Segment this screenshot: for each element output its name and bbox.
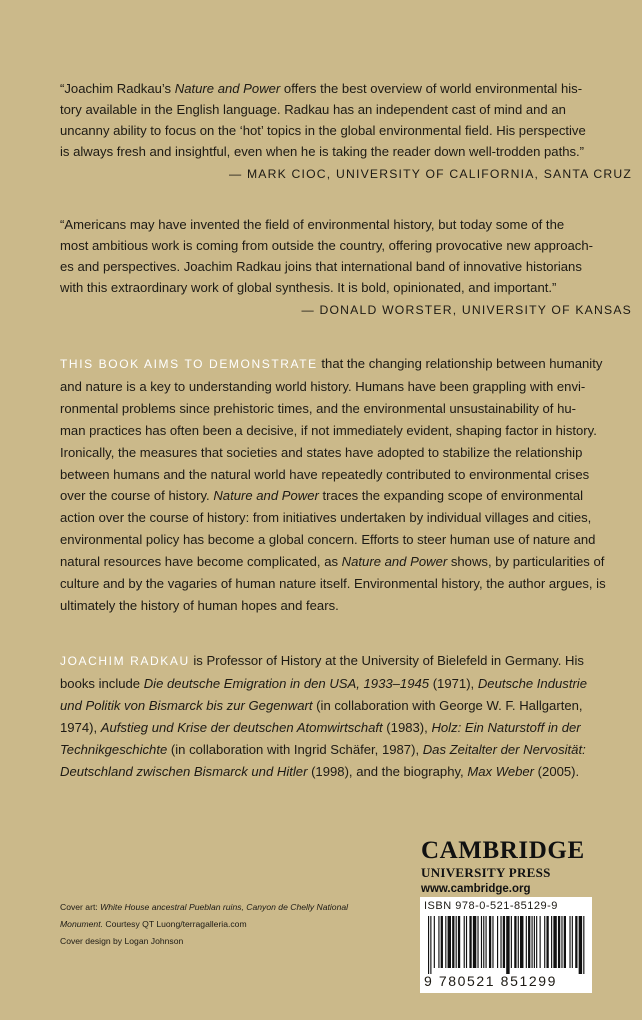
text-line: [60, 650, 632, 673]
lead-in-caps: THIS BOOK AIMS TO DEMONSTRATE: [60, 357, 318, 371]
text-line: [60, 99, 632, 120]
publisher-url: www.cambridge.org: [421, 883, 531, 895]
cover-credits: [60, 899, 390, 950]
italic-title: Deutschland zwischen Bismarck und Hitler: [60, 763, 308, 779]
text-run: Cover art:: [60, 902, 101, 912]
italic-title: Nature and Power: [341, 554, 448, 570]
quote-text: [60, 214, 632, 298]
text-run: Ironically, the measures that societies and states have adopted to stabilize the relationship: [60, 444, 583, 460]
text-run: “Americans may have invented the field of environmental history, but today some of the: [60, 217, 565, 232]
barcode-bar: [448, 916, 451, 968]
barcode-bar: [514, 916, 516, 968]
text-run: offers the best overview of world environmental his-: [280, 81, 583, 96]
publisher-name: CAMBRIDGE: [421, 837, 585, 864]
italic-title: Nature and Power: [213, 488, 319, 504]
barcode-bar: [503, 916, 505, 968]
text-run: Courtesy QT Luong/terragalleria.com: [103, 919, 247, 929]
text-line: [60, 933, 390, 950]
barcode-bar: [428, 916, 429, 974]
barcode-bar: [500, 916, 501, 968]
text-line: [60, 141, 632, 162]
barcode-bar: [497, 916, 498, 968]
text-run: books include: [60, 675, 144, 691]
text-run: (1971),: [429, 675, 478, 691]
text-run: between humans and the natural world have repeatedly contributed to environmental crises: [60, 466, 590, 482]
quote-donald-worster: [60, 214, 632, 321]
credits-text: [60, 899, 390, 950]
italic-title: Aufstieg und Krise der deutschen Atomwirtschaft: [100, 719, 383, 735]
barcode-digits: 9 780521 851299: [424, 973, 557, 989]
text-run: Cover design by Logan Johnson: [60, 936, 184, 946]
text-run: natural resources have become complicated, as: [60, 554, 342, 570]
barcode-bar: [528, 916, 530, 968]
text-run: environmental policy has become a global concern. Efforts to steer human use of nature and: [60, 532, 596, 548]
barcode-bar: [438, 916, 439, 968]
barcode-bar: [473, 916, 476, 968]
barcode-bar: [536, 916, 537, 968]
text-run: tory available in the English language. Radkau has an independent cast of mind and an: [60, 102, 566, 117]
barcode-bar: [546, 916, 548, 968]
publisher-press: UNIVERSITY PRESS: [421, 865, 551, 880]
barcode-bar: [452, 916, 454, 968]
barcode-bar: [511, 916, 512, 968]
barcode-bar: [430, 916, 431, 974]
text-run: uncanny ability to focus on the ‘hot’ topics in the global environmental field. His perspective: [60, 123, 586, 138]
text-run: traces the expanding scope of environmental: [318, 488, 584, 504]
text-run: (in collaboration with George W. F. Hallgarten,: [312, 697, 583, 713]
author-bio: [60, 650, 632, 782]
text-run: ronmental problems since prehistoric times, and the environmental unsustainability of hu-: [60, 400, 577, 416]
barcode-bar: [466, 916, 467, 968]
text-run: ultimately the history of human hopes and fears.: [60, 597, 339, 613]
text-line: [60, 235, 632, 256]
barcode-bar: [506, 916, 509, 974]
barcode-bar: [464, 916, 465, 968]
barcode-bar: [544, 916, 545, 968]
text-run: culture and by the vagaries of human nature itself. Environmental history, the author argues, is: [60, 576, 606, 592]
text-line: [60, 485, 632, 507]
text-line: [60, 398, 632, 420]
publisher-logo: [421, 838, 601, 895]
italic-title: Holz: Ein Naturstoff in der: [431, 719, 581, 735]
text-line: [60, 464, 632, 486]
barcode-bars: [426, 916, 588, 974]
barcode-bar: [575, 916, 577, 968]
book-description: [60, 353, 632, 617]
barcode-bar: [481, 916, 482, 968]
italic-title: White House ancestral Pueblan ruins, Canyon de Chelly National: [100, 902, 349, 912]
barcode-bar: [486, 916, 487, 968]
text-line: [60, 717, 632, 739]
text-run: and nature is a key to understanding world history. Humans have been grappling with envi-: [60, 378, 586, 394]
text-line: [60, 916, 390, 933]
barcode-bar: [551, 916, 552, 968]
text-run: most ambitious work is coming from outside the country, offering provocative new approach-: [60, 238, 593, 253]
text-line: [60, 120, 632, 141]
text-run: (in collaboration with Ingrid Schäfer, 1987),: [167, 741, 423, 757]
barcode-bar: [483, 916, 484, 968]
text-run: (2005).: [534, 763, 580, 779]
barcode-bar: [434, 916, 435, 968]
text-line: [60, 78, 632, 99]
text-line: [60, 573, 632, 595]
text-line: [60, 214, 632, 235]
quote-attribution: — MARK CIOC, UNIVERSITY OF CALIFORNIA, SANTA CRUZ: [228, 167, 632, 181]
barcode-bar: [569, 916, 570, 968]
italic-title: Die deutsche Emigration in den USA, 1933–1945: [143, 675, 430, 691]
text-run: man practices has often been a decisive, if not immediately evident, shaping factor in history.: [60, 422, 597, 438]
barcode-bar: [572, 916, 573, 968]
barcode-bar: [456, 916, 457, 968]
text-run: (1983),: [382, 719, 432, 735]
lead-in-caps: JOACHIM RADKAU: [60, 654, 190, 668]
barcode-bar: [526, 916, 527, 968]
barcode-bar: [579, 916, 582, 974]
barcode-bar: [492, 916, 493, 968]
barcode-bar: [518, 916, 519, 968]
text-run: (1998), and the biography,: [307, 763, 468, 779]
text-line: [60, 507, 632, 529]
text-run: is always fresh and insightful, even when he is taking the reader down well-trodden paths.”: [60, 144, 585, 159]
text-line: [60, 442, 632, 464]
text-run: is Professor of History at the University of Bielefeld in Germany. His: [189, 653, 584, 668]
italic-title: Max Weber: [467, 763, 535, 779]
barcode-bar: [520, 916, 523, 968]
text-run: with this extraordinary work of global synthesis. It is bold, opinionated, and important.”: [60, 280, 557, 295]
text-run: shows, by particularities of: [447, 554, 605, 570]
text-run: 1974),: [60, 719, 101, 735]
italic-title: Das Zeitalter der Nervosität:: [422, 741, 586, 757]
italic-title: Monument.: [60, 919, 103, 929]
text-run: action over the course of history: from initiatives undertaken by individual villages and cities,: [60, 510, 592, 526]
barcode-bar: [540, 916, 541, 968]
italic-title: Deutsche Industrie: [477, 675, 588, 691]
isbn-label: ISBN 978-0-521-85129-9: [424, 900, 558, 912]
barcode-bar: [445, 916, 446, 968]
text-line: [60, 761, 632, 783]
text-run: “Joachim Radkau’s: [60, 81, 175, 96]
barcode-bar: [489, 916, 491, 968]
barcode-bar: [564, 916, 566, 968]
description-text: [60, 353, 632, 617]
barcode-bar: [441, 916, 443, 968]
text-line: [60, 420, 632, 442]
barcode-bar: [532, 916, 533, 968]
text-line: [60, 595, 632, 617]
text-line: [60, 256, 632, 277]
barcode-bar: [583, 916, 584, 974]
text-run: es and perspectives. Joachim Radkau joins that international band of innovative historians: [60, 259, 582, 274]
text-line: [60, 376, 632, 398]
quote-mark-cioc: [60, 78, 632, 185]
text-line: [60, 353, 632, 376]
barcode-bar: [469, 916, 471, 968]
italic-title: Technikgeschichte: [60, 741, 168, 757]
italic-title: Nature and Power: [174, 81, 281, 96]
barcode-bar: [534, 916, 535, 968]
barcode-bar: [477, 916, 478, 968]
text-line: [60, 551, 632, 573]
text-line: [60, 739, 632, 761]
text-line: [60, 277, 632, 298]
quote-attribution: — DONALD WORSTER, UNIVERSITY OF KANSAS: [301, 303, 632, 317]
barcode-bar: [553, 916, 556, 968]
quote-text: [60, 78, 632, 162]
barcode-bar: [561, 916, 562, 968]
author-bio-text: [60, 650, 632, 782]
barcode-bar: [558, 916, 560, 968]
text-run: that the changing relationship between humanity: [317, 356, 603, 371]
isbn-barcode: [420, 897, 592, 993]
text-line: [60, 529, 632, 551]
text-line: [60, 899, 390, 916]
text-line: [60, 673, 632, 695]
text-run: over the course of history.: [60, 488, 214, 504]
text-line: [60, 695, 632, 717]
italic-title: und Politik von Bismarck bis zur Gegenwart: [60, 697, 313, 713]
barcode-bar: [458, 916, 460, 968]
